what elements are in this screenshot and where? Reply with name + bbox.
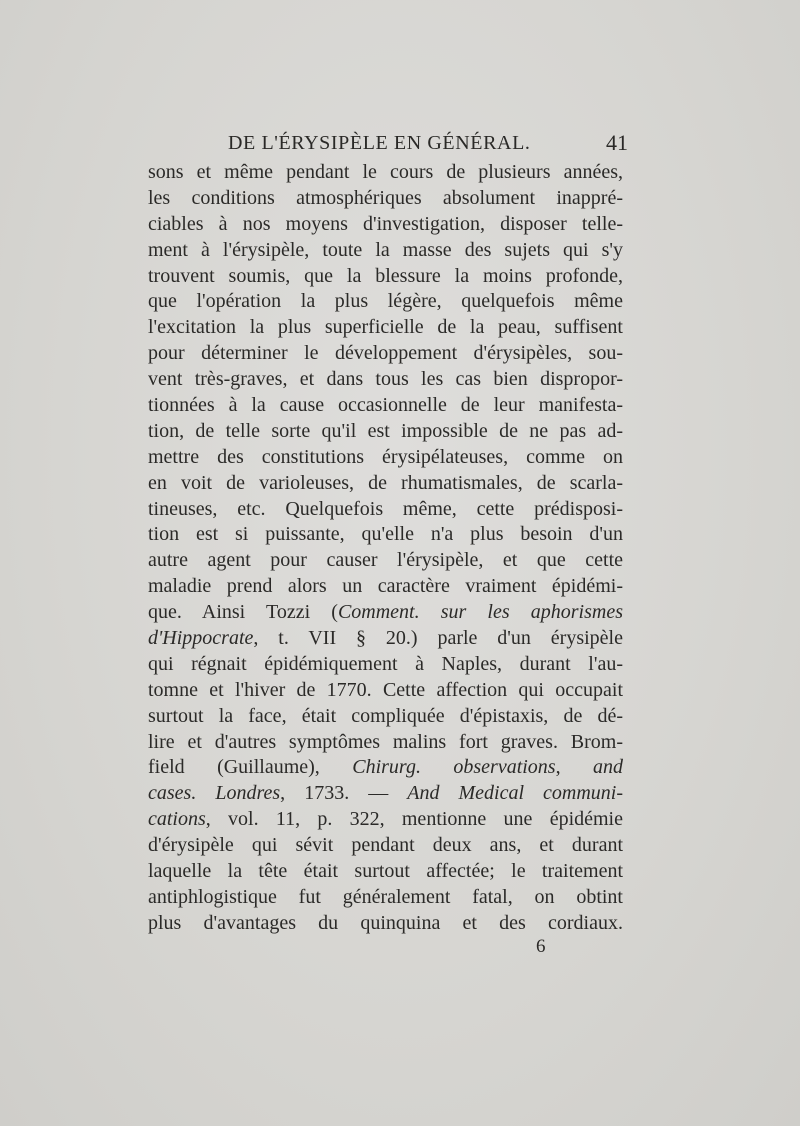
page-number: 41 [606, 130, 628, 155]
text-segment: ment à l'érysipèle, toute la masse des sujets qui s'y [148, 238, 623, 261]
text-segment: surtout la face, était compliquée d'épistaxis, de dé- [148, 704, 623, 727]
text-line [148, 574, 623, 600]
text-segment: vent très-graves, et dans tous les cas bien dispropor- [148, 368, 623, 391]
text-line [148, 471, 623, 497]
text-line [148, 626, 623, 652]
text-line [148, 419, 623, 445]
text-line [148, 548, 623, 574]
text-segment: , vol. 11, p. 322, mentionne une épidémie [205, 808, 623, 831]
text-line [148, 755, 623, 781]
italic-segment: and [593, 756, 624, 779]
text-segment: en voit de varioleuses, de rhumatismales, de scarla- [148, 471, 623, 494]
text-segment: trouvent soumis, que la blessure la moins profonde, [148, 264, 623, 287]
text-segment: mettre des constitutions érysipélateuses, comme on [148, 445, 623, 468]
text-line [148, 885, 623, 911]
text-line [148, 238, 623, 264]
italic-segment: cations [148, 808, 206, 831]
body-text [148, 160, 623, 937]
text-segment: les conditions atmosphériques absolument inappré- [148, 186, 623, 209]
text-line [148, 264, 623, 290]
italic-segment: Comment. sur les aphorismes [337, 601, 623, 624]
text-segment: tionnées à la cause occasionnelle de leur manifesta- [148, 394, 623, 417]
text-segment: pour déterminer le développement d'érysipèles, sou- [148, 342, 623, 365]
text-line [148, 730, 623, 756]
text-segment: tineuses, etc. Quelquefois même, cette prédisposi- [148, 497, 623, 520]
text-segment: l'excitation la plus superficielle de la peau, suffisent [148, 316, 623, 339]
text-line [148, 186, 623, 212]
text-segment: tion, de telle sorte qu'il est impossible de ne pas ad- [148, 419, 623, 442]
text-line [148, 160, 623, 186]
text-segment: que l'opération la plus légère, quelquefois même [148, 290, 623, 313]
text-segment: plus d'avantages du quinquina et des cordiaux. [148, 911, 623, 934]
text-segment: field (Guillaume), [148, 756, 353, 779]
text-segment: antiphlogistique fut généralement fatal, on obtint [148, 885, 623, 908]
text-segment: maladie prend alors un caractère vraiment épidémi- [148, 575, 623, 598]
text-line [148, 807, 623, 833]
signature-mark: 6 [536, 936, 546, 957]
italic-segment: Chirurg. observations [352, 756, 556, 779]
text-segment: que. Ainsi Tozzi ( [148, 601, 338, 624]
text-line [148, 833, 623, 859]
text-segment: laquelle la tête était surtout affectée; le traitement [148, 860, 623, 883]
text-segment: sons et même pendant le cours de plusieurs années, [148, 161, 623, 183]
text-line [148, 341, 623, 367]
text-line [148, 600, 623, 626]
text-line [148, 704, 623, 730]
italic-segment: cases. Londres [148, 782, 281, 805]
text-segment: autre agent pour causer l'érysipèle, et que cette [148, 549, 623, 572]
text-line [148, 445, 623, 471]
text-line [148, 212, 623, 238]
text-segment: tomne et l'hiver de 1770. Cette affection qui occupait [148, 678, 623, 701]
text-line [148, 678, 623, 704]
text-line [148, 781, 623, 807]
text-segment: lire et d'autres symptômes malins fort graves. Brom- [148, 730, 623, 753]
text-segment: qui régnait épidémiquement à Naples, durant l'au- [148, 652, 623, 675]
text-segment: d'érysipèle qui sévit pendant deux ans, et durant [148, 834, 623, 857]
text-line [148, 652, 623, 678]
text-line [148, 522, 623, 548]
text-segment: , [555, 756, 594, 779]
text-line [148, 315, 623, 341]
text-segment: , t. VII § 20.) parle d'un érysipèle [253, 627, 623, 650]
text-line [148, 911, 623, 937]
text-line [148, 393, 623, 419]
text-segment: tion est si puissante, qu'elle n'a plus besoin d'un [148, 523, 623, 546]
running-title: DE L'ÉRYSIPÈLE EN GÉNÉRAL. [228, 132, 531, 154]
text-segment: , 1733. — [280, 782, 408, 805]
text-line [148, 289, 623, 315]
text-line [148, 497, 623, 523]
text-segment: ciables à nos moyens d'investigation, disposer telle- [148, 212, 623, 235]
italic-segment: d'Hippocrate [148, 627, 254, 650]
italic-segment: And Medical communi- [407, 782, 623, 805]
text-line [148, 859, 623, 885]
page-header [148, 128, 628, 158]
text-line [148, 367, 623, 393]
